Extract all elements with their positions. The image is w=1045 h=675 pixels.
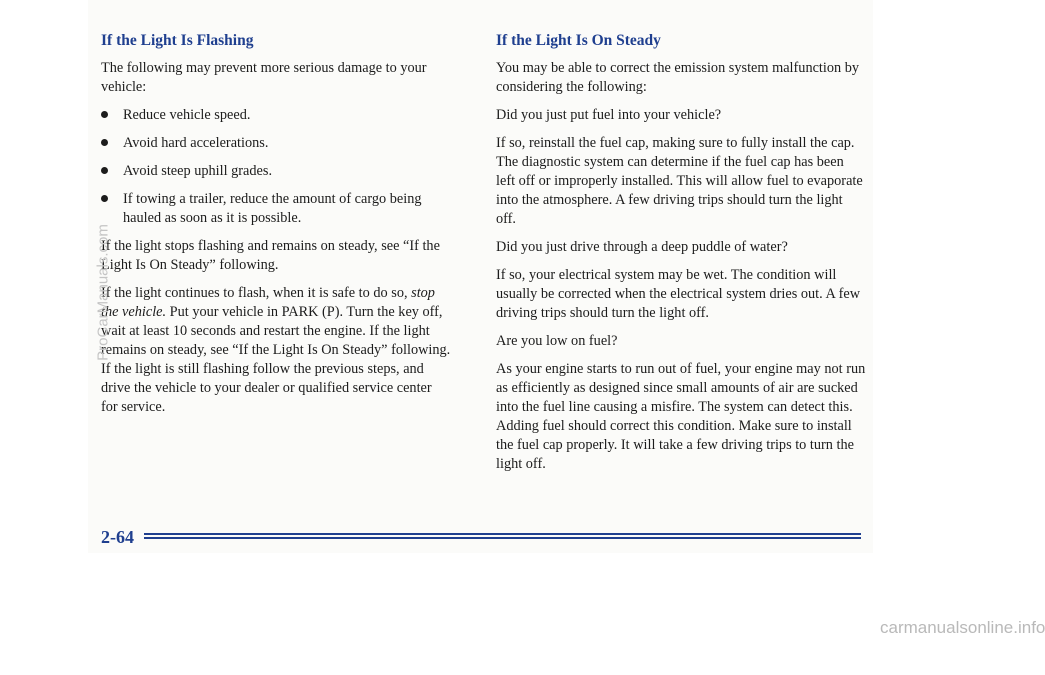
list-item bbox=[101, 190, 451, 228]
heading-light-flashing: If the Light Is Flashing bbox=[101, 32, 254, 49]
steady-paragraph: If the light stops flashing and remains on steady, see “If the Light Is On Steady” following. bbox=[101, 238, 440, 273]
right-column bbox=[496, 32, 866, 483]
page-footer bbox=[101, 527, 861, 547]
manual-page bbox=[88, 0, 873, 553]
list-item bbox=[101, 162, 451, 181]
prevention-list bbox=[101, 106, 451, 228]
body-paragraph: If so, reinstall the fuel cap, making sure to fully install the cap. The diagnostic system can determine if the fuel cap has been left off or improperly installed. This will allow fuel to evaporate into the atmosphere. A few driving trips should turn the light off. bbox=[496, 135, 863, 227]
list-item bbox=[101, 134, 451, 153]
side-watermark bbox=[89, 198, 117, 398]
body-paragraph: If so, your electrical system may be wet. The condition will usually be corrected when the electrical system dries out. A few driving trips should turn the light off. bbox=[496, 267, 861, 321]
body-paragraph: You may be able to correct the emission system malfunction by considering the following: bbox=[496, 60, 860, 95]
heading-light-steady: If the Light Is On Steady bbox=[496, 32, 661, 49]
flash-paragraph-start: If the light continues to flash, when it is safe to do so, bbox=[101, 285, 408, 301]
body-paragraph: As your engine starts to run out of fuel, your engine may not run as efficiently as designed since small amounts of air are sucked into the fuel line causing a misfire. The system can detect this. Adding fuel should correct this condition. Make sure to install the fuel cap properly. It will take a few driving trips to turn the light off. bbox=[496, 361, 866, 472]
bullet-icon bbox=[101, 167, 108, 174]
list-item bbox=[101, 106, 451, 125]
flash-paragraph-rest: Put your vehicle in PARK (P). Turn the key off, wait at least 10 seconds and restart the engine. If the light remains on steady, see “If the Light Is On Steady” following. If the light is still flashing follow the previous steps, and drive the vehicle to your dealer or qualified service center for service. bbox=[101, 304, 451, 415]
left-column bbox=[101, 32, 451, 426]
question-low-fuel: Are you low on fuel? bbox=[496, 333, 618, 349]
list-item-text: If towing a trailer, reduce the amount of cargo being hauled as soon as it is possible. bbox=[123, 191, 422, 226]
footer-rule bbox=[144, 537, 861, 539]
question-water: Did you just drive through a deep puddle of water? bbox=[496, 239, 788, 255]
list-item-text: Avoid hard accelerations. bbox=[123, 135, 269, 151]
flash-paragraph bbox=[101, 284, 451, 417]
list-item-text: Avoid steep uphill grades. bbox=[123, 163, 273, 179]
side-watermark-text: ProCarManuals.com bbox=[94, 224, 112, 361]
stop-vehicle-emphasis: stop the vehicle. bbox=[101, 285, 435, 320]
watermark: carmanualsonline.info bbox=[880, 618, 1045, 637]
intro-paragraph: The following may prevent more serious damage to your vehicle: bbox=[101, 60, 427, 95]
question-fuel: Did you just put fuel into your vehicle? bbox=[496, 107, 722, 123]
bullet-icon bbox=[101, 139, 108, 146]
list-item-text: Reduce vehicle speed. bbox=[123, 107, 251, 123]
bullet-icon bbox=[101, 111, 108, 118]
page-number: 2-64 bbox=[101, 527, 134, 547]
footer-rule bbox=[144, 533, 861, 535]
